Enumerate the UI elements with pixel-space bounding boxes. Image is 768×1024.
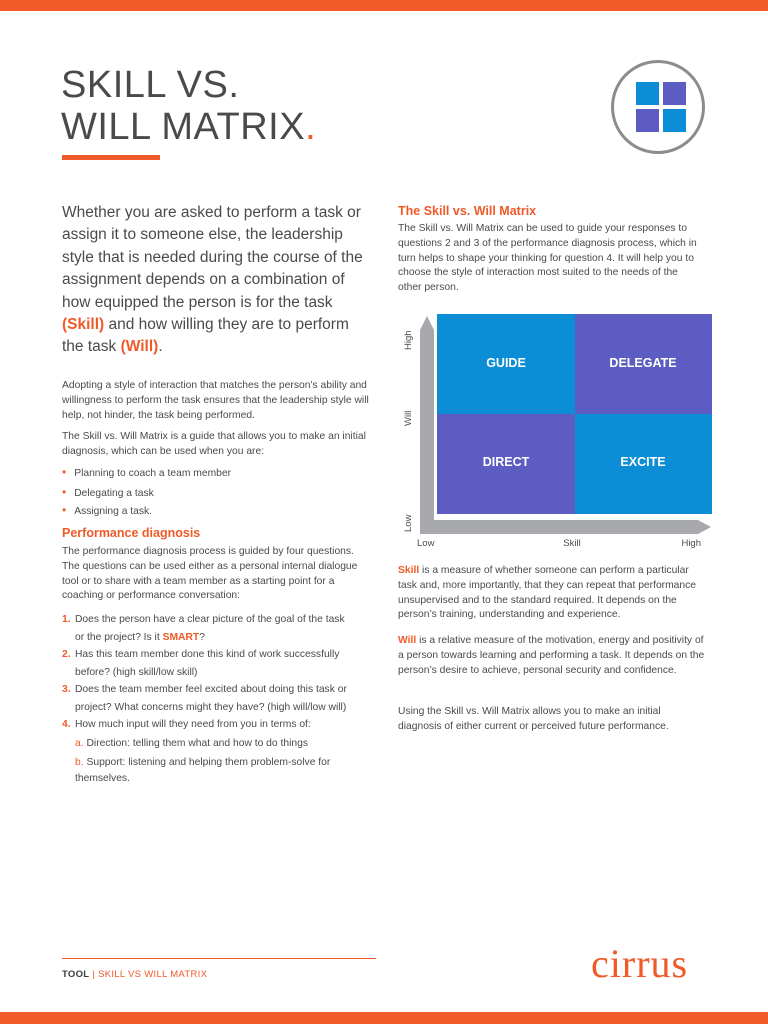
- x-axis-arrow: [420, 520, 711, 534]
- sub-item-b: b. Support: listening and helping them problem-solve for themselves.: [75, 757, 331, 784]
- performance-diagnosis-heading: Performance diagnosis: [62, 526, 201, 540]
- y-axis-high-label: High: [403, 330, 414, 350]
- title-underline: [62, 155, 160, 160]
- skill-will-matrix: [398, 312, 713, 552]
- y-axis-title: Will: [403, 410, 414, 426]
- matrix-intro-text: The Skill vs. Will Matrix can be used to guide your responses to questions 2 and 3 of the performance diagnosis process, which in turn helps to shape your thinking for question 4. It will help you to choose the style of interaction most suited to the needs of the other person.: [398, 223, 697, 294]
- y-axis-arrow: [420, 316, 434, 520]
- quadrant-label-delegate: DELEGATE: [609, 356, 677, 370]
- question-2: 2. Has this team member done this kind of work successfully before? (high skill/low skill): [62, 649, 340, 678]
- intro-paragraph: Whether you are asked to perform a task or assign it to someone else, the leadership style that is needed during the course of the assignment depends on a combination of how equipped the person is for the task (Skill) and how willing they are to perform the task (Will).: [62, 204, 363, 356]
- cirrus-logo: cirrus: [591, 941, 689, 986]
- y-axis-low-label: Low: [403, 514, 414, 532]
- bottom-accent-bar: [0, 1012, 768, 1024]
- matrix-heading: The Skill vs. Will Matrix: [398, 204, 537, 218]
- left-paragraph-2: The Skill vs. Will Matrix is a guide that allows you to make an initial diagnosis, which can be used when you are:: [62, 431, 366, 457]
- performance-diagnosis-text: The performance diagnosis process is guided by four questions. The questions can be used either as a personal internal dialogue tool or to share with a team member as a starting point for a coaching or performance conversation:: [62, 546, 358, 602]
- sub-item-a: a. Direction: telling them what and how to do things: [75, 738, 308, 749]
- x-axis-title: Skill: [563, 538, 581, 549]
- question-3: 3. Does the team member feel excited about doing this task or project? What concerns might they have? (high will/low will): [62, 684, 347, 713]
- four-square-grid-icon: [611, 60, 705, 154]
- quadrant-label-excite: EXCITE: [620, 455, 666, 469]
- will-definition: Will is a relative measure of the motivation, energy and positivity of a person towards learning and performing a task. It depends on the person’s desire to achieve, personal security and confidence.: [398, 635, 705, 676]
- question-4: 4. How much input will they need from you in terms of:: [62, 719, 311, 730]
- list-item: • Delegating a task: [62, 485, 154, 499]
- page-title: SKILL VS. WILL MATRIX.: [61, 64, 317, 148]
- footer-rule: [62, 958, 376, 959]
- top-accent-bar: [0, 0, 768, 11]
- question-1: 1. Does the person have a clear picture of the goal of the task or the project? Is it SMART?: [62, 614, 345, 643]
- quadrant-label-guide: GUIDE: [486, 356, 526, 370]
- left-paragraph-1: Adopting a style of interaction that matches the person’s ability and willingness to perform the task ensures that the leadership style will help, not hinder, the task being performed.: [62, 380, 369, 421]
- list-item: • Assigning a task.: [62, 503, 153, 517]
- footer-label: TOOL | SKILL VS WILL MATRIX: [62, 969, 208, 980]
- closing-text: Using the Skill vs. Will Matrix allows you to make an initial diagnosis of either current or perceived future performance.: [398, 706, 669, 732]
- quadrant-label-direct: DIRECT: [482, 455, 530, 469]
- x-axis-low-label: Low: [417, 538, 435, 549]
- list-item: • Planning to coach a team member: [62, 465, 232, 479]
- skill-definition: Skill is a measure of whether someone can perform a particular task and, more importantly, that they can repeat that performance unsupervised and to the standard required. It depends on the person’s training, understanding and experience.: [398, 565, 697, 621]
- x-axis-high-label: High: [681, 538, 701, 549]
